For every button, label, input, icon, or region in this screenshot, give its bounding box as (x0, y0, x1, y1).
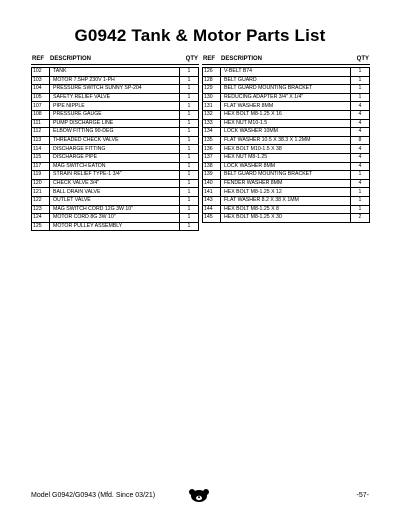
part-ref: 115 (32, 153, 50, 162)
part-qty: 1 (351, 171, 370, 180)
part-ref: 138 (203, 162, 221, 171)
part-ref: 117 (32, 162, 50, 171)
part-description: DISCHARGE PIPE (50, 153, 180, 162)
part-description: MAG SWITCH CORD 12G 3W 10" (50, 205, 180, 214)
part-qty: 4 (351, 153, 370, 162)
page-number: -57- (356, 492, 369, 499)
page-title: G0942 Tank & Motor Parts List (74, 26, 326, 45)
table-row (203, 128, 370, 137)
table-row (203, 110, 370, 119)
table-row (203, 171, 370, 180)
part-qty: 1 (180, 136, 199, 145)
bear-head-logo-icon (188, 488, 210, 502)
part-ref: 125 (32, 222, 50, 231)
part-qty: 1 (180, 145, 199, 154)
table-row (32, 85, 199, 94)
part-qty: 4 (351, 110, 370, 119)
part-description: HEX BOLT M8-1.25 X 30 (221, 214, 351, 223)
header-description: DESCRIPTION (50, 56, 92, 62)
part-ref: 119 (32, 171, 50, 180)
part-qty: 1 (180, 188, 199, 197)
part-ref: 134 (203, 128, 221, 137)
part-ref: 124 (32, 214, 50, 223)
table-row (203, 188, 370, 197)
table-row (203, 179, 370, 188)
part-ref: 103 (32, 76, 50, 85)
part-qty: 1 (180, 171, 199, 180)
table-row (32, 188, 199, 197)
header-ref: REF (32, 56, 44, 62)
table-row (203, 119, 370, 128)
part-qty: 1 (180, 110, 199, 119)
table-row (32, 93, 199, 102)
part-qty: 1 (351, 85, 370, 94)
part-description: V-BELT B74 (221, 68, 351, 77)
parts-rows-left (32, 68, 199, 231)
table-row (203, 205, 370, 214)
part-ref: 128 (203, 76, 221, 85)
part-description: DISCHARGE FITTING (50, 145, 180, 154)
part-qty: 4 (351, 145, 370, 154)
part-ref: 126 (203, 68, 221, 77)
part-ref: 105 (32, 93, 50, 102)
part-ref: 133 (203, 119, 221, 128)
part-qty: 1 (180, 196, 199, 205)
part-description: FLAT WASHER 10.5 X 38.3 X 1.2MM (221, 136, 351, 145)
part-qty: 4 (351, 179, 370, 188)
part-qty: 8 (351, 136, 370, 145)
table-row (32, 145, 199, 154)
part-ref: 144 (203, 205, 221, 214)
part-qty: 1 (180, 76, 199, 85)
header-ref: REF (203, 56, 215, 62)
part-ref: 135 (203, 136, 221, 145)
part-description: MOTOR CORD 8G 3W 10" (50, 214, 180, 223)
part-description: BELT GUARD MOUNTING BRACKET (221, 171, 351, 180)
part-qty: 1 (180, 153, 199, 162)
part-description: BELT GUARD (221, 76, 351, 85)
part-ref: 130 (203, 93, 221, 102)
table-header (31, 54, 199, 65)
part-qty: 4 (351, 102, 370, 111)
part-qty: 1 (180, 222, 199, 231)
part-description: HEX BOLT M8-1.25 X 12 (221, 188, 351, 197)
part-description: BELT GUARD MOUNTING BRACKET (221, 85, 351, 94)
part-ref: 145 (203, 214, 221, 223)
table-row (32, 179, 199, 188)
part-ref: 139 (203, 171, 221, 180)
part-qty: 1 (180, 102, 199, 111)
parts-table-left (31, 54, 199, 231)
part-description: CHECK VALVE 3/4" (50, 179, 180, 188)
part-ref: 102 (32, 68, 50, 77)
part-ref: 104 (32, 85, 50, 94)
table-row (203, 93, 370, 102)
table-row (32, 128, 199, 137)
table-row (203, 68, 370, 77)
table-row (32, 153, 199, 162)
table-row (32, 171, 199, 180)
part-description: LOCK WASHER 8MM (221, 162, 351, 171)
table-row (203, 196, 370, 205)
part-ref: 113 (32, 136, 50, 145)
part-ref: 122 (32, 196, 50, 205)
part-description: HEX BOLT M10-1.5 X 38 (221, 145, 351, 154)
part-ref: 108 (32, 110, 50, 119)
part-description: PRESSURE GAUGE (50, 110, 180, 119)
part-ref: 121 (32, 188, 50, 197)
part-ref: 107 (32, 102, 50, 111)
part-qty: 1 (180, 128, 199, 137)
part-qty: 1 (351, 205, 370, 214)
part-ref: 140 (203, 179, 221, 188)
table-row (32, 68, 199, 77)
part-qty: 1 (180, 214, 199, 223)
table-row (32, 110, 199, 119)
part-description: BALL DRAIN VALVE (50, 188, 180, 197)
parts-rows-right (203, 68, 370, 223)
parts-table-right (202, 54, 370, 223)
part-description: REDUCING ADAPTER 3/4" X 1/4" (221, 93, 351, 102)
table-row (32, 214, 199, 223)
part-description: OUTLET VALVE (50, 196, 180, 205)
table-row (203, 76, 370, 85)
part-description: FLAT WASHER 8MM (221, 102, 351, 111)
part-description: HEX BOLT M8-1.25 X 8 (221, 205, 351, 214)
table-row (32, 76, 199, 85)
table-row (32, 162, 199, 171)
part-ref: 123 (32, 205, 50, 214)
part-ref: 132 (203, 110, 221, 119)
part-qty: 4 (351, 162, 370, 171)
header-qty: QTY (185, 56, 198, 62)
table-row (203, 85, 370, 94)
part-qty: 4 (351, 119, 370, 128)
part-qty: 2 (351, 214, 370, 223)
table-header (202, 54, 370, 65)
part-ref: 143 (203, 196, 221, 205)
part-description: HEX BOLT M8-1.25 X 16 (221, 110, 351, 119)
part-description: PUMP DISCHARGE LINE (50, 119, 180, 128)
part-qty: 1 (180, 179, 199, 188)
part-qty: 4 (351, 128, 370, 137)
part-description: MOTOR 7.5HP 230V 1-PH (50, 76, 180, 85)
table-row (203, 145, 370, 154)
table-row (32, 119, 199, 128)
part-description: FENDER WASHER 8MM (221, 179, 351, 188)
part-qty: 1 (180, 205, 199, 214)
part-qty: 1 (351, 196, 370, 205)
part-description: MOTOR PULLEY ASSEMBLY (50, 222, 180, 231)
part-description: ELBOW FITTING 90-DEG (50, 128, 180, 137)
part-ref: 114 (32, 145, 50, 154)
table-row (203, 214, 370, 223)
part-ref: 120 (32, 179, 50, 188)
part-qty: 1 (351, 93, 370, 102)
part-qty: 1 (180, 68, 199, 77)
part-qty: 1 (351, 76, 370, 85)
part-ref: 129 (203, 85, 221, 94)
table-row (203, 153, 370, 162)
part-description: HEX NUT M8-1.25 (221, 153, 351, 162)
part-description: STRAIN RELIEF TYPE-1 3/4" (50, 171, 180, 180)
part-ref: 112 (32, 128, 50, 137)
header-qty: QTY (356, 56, 369, 62)
table-row (32, 102, 199, 111)
part-qty: 1 (180, 93, 199, 102)
part-description: LOCK WASHER 10MM (221, 128, 351, 137)
table-row (32, 136, 199, 145)
table-row (203, 102, 370, 111)
part-description: SAFETY RELIEF VALVE (50, 93, 180, 102)
part-ref: 136 (203, 145, 221, 154)
table-row (203, 136, 370, 145)
table-row (32, 205, 199, 214)
table-row (32, 196, 199, 205)
part-ref: 111 (32, 119, 50, 128)
part-description: TANK (50, 68, 180, 77)
part-qty: 1 (180, 162, 199, 171)
table-row (32, 222, 199, 231)
part-description: HEX NUT M10-1.5 (221, 119, 351, 128)
part-ref: 141 (203, 188, 221, 197)
header-description: DESCRIPTION (221, 56, 263, 62)
part-ref: 137 (203, 153, 221, 162)
table-row (203, 162, 370, 171)
part-description: PIPE NIPPLE (50, 102, 180, 111)
part-description: PRESSURE SWITCH SUNNY SP-204 (50, 85, 180, 94)
part-qty: 1 (180, 119, 199, 128)
part-description: THREADED CHECK VALVE (50, 136, 180, 145)
part-qty: 1 (180, 85, 199, 94)
part-qty: 1 (351, 68, 370, 77)
part-description: FLAT WASHER 8.2 X 38 X 1MM (221, 196, 351, 205)
model-label: Model G0942/G0943 (Mfd. Since 03/21) (31, 492, 156, 499)
part-qty: 1 (351, 188, 370, 197)
part-description: MAG SWITCH EATON (50, 162, 180, 171)
part-ref: 131 (203, 102, 221, 111)
